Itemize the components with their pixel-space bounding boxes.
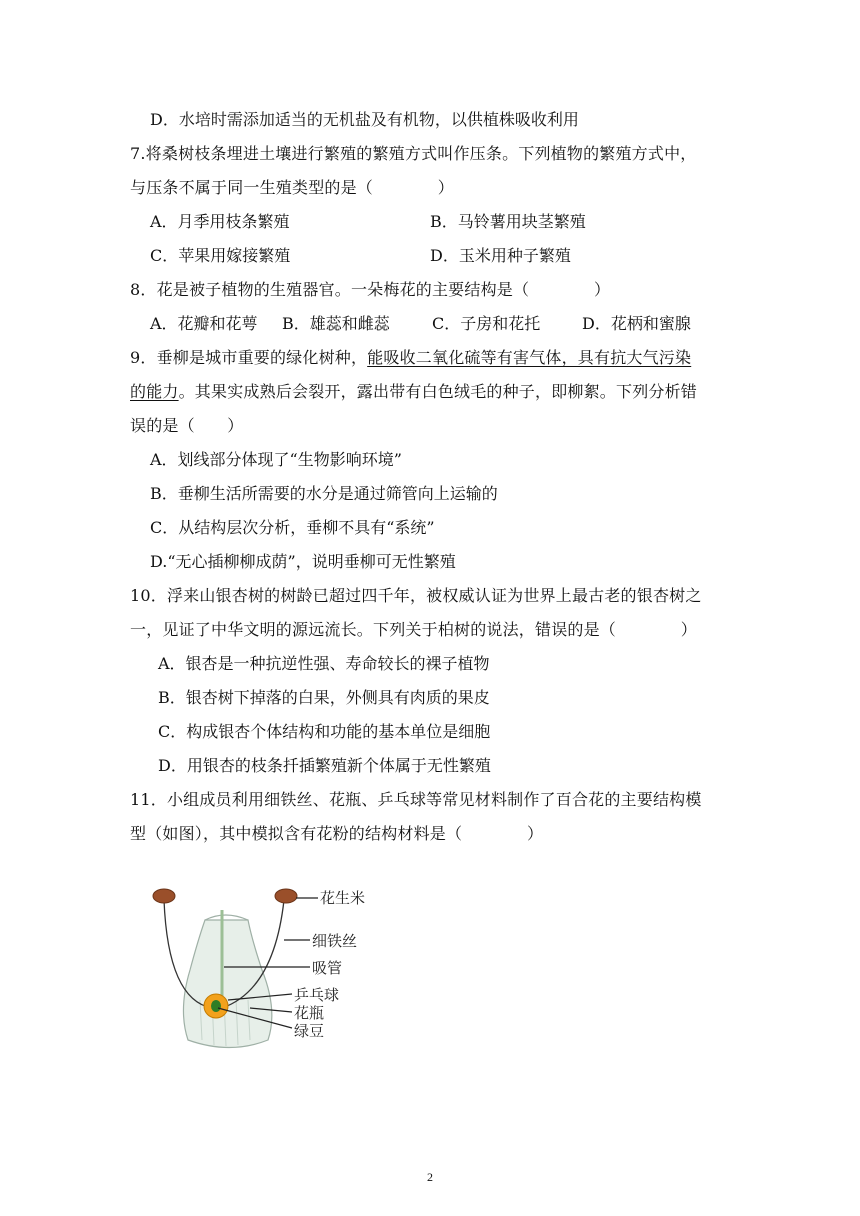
q7-stem-line1: 7.将桑树枝条埋进土壤进行繁殖的繁殖方式叫作压条。下列植物的繁殖方式中， [130, 144, 697, 163]
label-iron-wire: 细铁丝 [312, 932, 358, 950]
label-straw: 吸管 [312, 959, 343, 977]
label-vase: 花瓶 [294, 1004, 325, 1022]
q10-option-b: B．银杏树下掉落的白果，外侧具有肉质的果皮 [158, 688, 490, 707]
q9-stem-line3: 误的是（ ） [130, 416, 244, 435]
q9-option-c: C．从结构层次分析，垂柳不具有“系统” [150, 518, 435, 537]
q9-stem-text-2: 。其果实成熟后会裂开，露出带有白色绒毛的种子，即柳絮。下列分析错 [178, 382, 698, 401]
q7-stem-line2: 与压条不属于同一生殖类型的是（ ） [130, 178, 455, 197]
label-mung-bean: 绿豆 [294, 1022, 325, 1040]
mung-bean [211, 1000, 221, 1012]
q9-option-d: D.“无心插柳柳成荫”，说明垂柳可无性繁殖 [150, 552, 456, 571]
q10-stem-line1: 10．浮来山银杏树的树龄已超过四千年，被权威认证为世界上最古老的银杏树之 [130, 586, 702, 605]
q10-option-c: C．构成银杏个体结构和功能的基本单位是细胞 [158, 722, 491, 741]
q9-stem-line2 [130, 382, 697, 402]
page-number: 2 [427, 1170, 433, 1184]
q10-option-a: A．银杏是一种抗逆性强、寿命较长的裸子植物 [158, 654, 490, 673]
q8-option-c: C．子房和花托 [432, 314, 541, 333]
q9-option-a: A．划线部分体现了“生物影响环境” [150, 450, 402, 469]
q7-option-a: A．月季用枝条繁殖 [150, 212, 290, 231]
q9-stem-line1 [130, 348, 691, 368]
q7-option-d: D．玉米用种子繁殖 [430, 246, 571, 265]
q9-underlined-text: 能吸收二氧化硫等有害气体，具有抗大气污染 [367, 348, 692, 367]
q7-option-b: B．马铃薯用块茎繁殖 [430, 212, 586, 231]
q9-underlined-text-end: 的能力 [130, 382, 179, 401]
q11-stem-line2: 型（如图），其中模拟含有花粉的结构材料是（ ） [130, 824, 544, 843]
q8-option-d: D．花柄和蜜腺 [582, 314, 691, 333]
q11-stem-line1: 11．小组成员利用细铁丝、花瓶、乒乓球等常见材料制作了百合花的主要结构模 [130, 790, 702, 809]
label-pingpong: 乒乓球 [294, 986, 340, 1004]
q8-stem: 8．花是被子植物的生殖器官。一朵梅花的主要结构是（ ） [130, 280, 611, 299]
vase-shape [183, 920, 271, 1048]
q10-stem-line2: 一，见证了中华文明的源远流长。下列关于柏树的说法，错误的是（ ） [130, 620, 698, 639]
q9-stem-text: 9．垂柳是城市重要的绿化树种， [130, 348, 368, 367]
q8-option-b: B．雄蕊和雌蕊 [282, 314, 390, 333]
peanut-right [275, 889, 297, 903]
q9-option-b: B．垂柳生活所需要的水分是通过筛管向上运输的 [150, 484, 498, 503]
q10-option-d: D．用银杏的枝条扦插繁殖新个体属于无性繁殖 [158, 756, 491, 775]
q6-option-d: D．水培时需添加适当的无机盐及有机物，以供植株吸收利用 [150, 110, 579, 129]
flower-model-figure [150, 880, 390, 1060]
peanut-left [153, 889, 175, 903]
q7-option-c: C．苹果用嫁接繁殖 [150, 246, 291, 265]
label-peanut: 花生米 [320, 889, 366, 907]
q8-option-a: A．花瓣和花萼 [150, 314, 258, 333]
